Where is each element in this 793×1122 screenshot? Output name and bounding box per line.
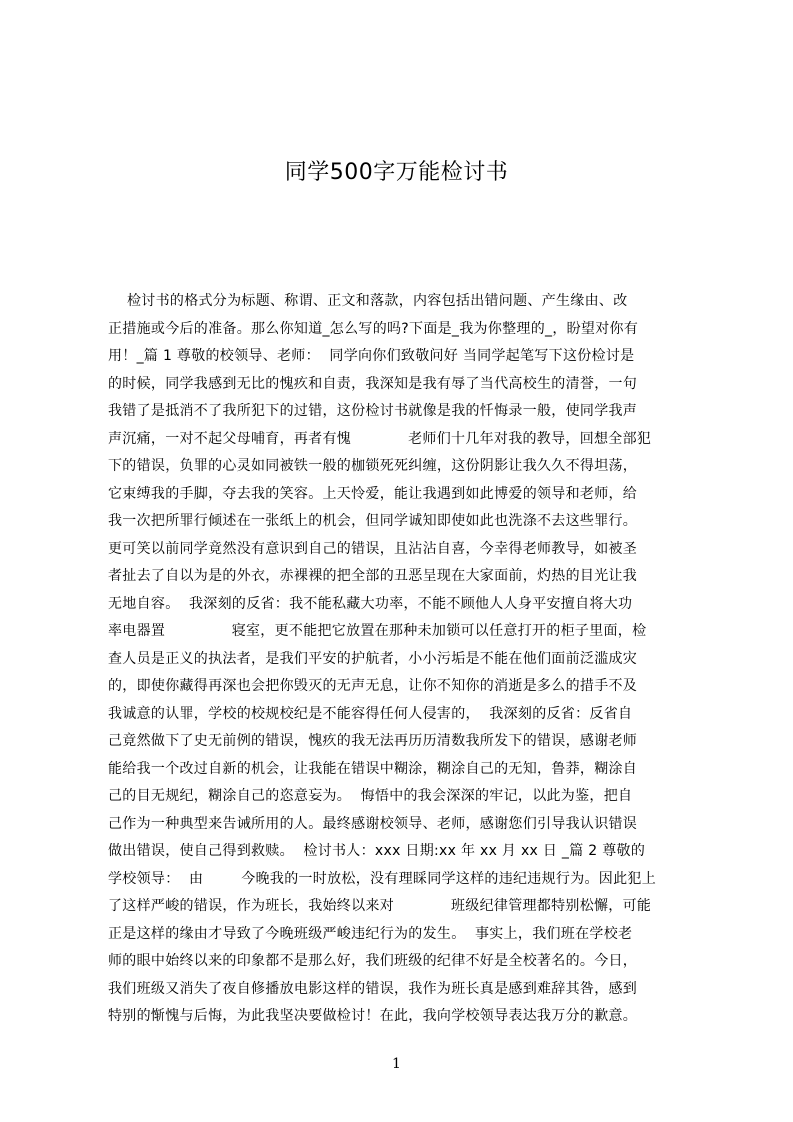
body-line: 我们班级又消失了夜自修播放电影这样的错误，我作为班长真是感到难辞其咎，感到 <box>108 980 638 997</box>
document-title: 同学500字万能检讨书 <box>284 159 509 185</box>
body-line: 了这样严峻的错误，作为班长，我始终以来对 班级纪律管理都特别松懈，可能 <box>108 898 652 914</box>
body-line: 下的错误，负罪的心灵如同被铁一般的枷锁死死纠缠，这份阴影让我久久不得坦荡， <box>108 458 638 474</box>
body-line: 学校领导： 由 今晚我的一时放松，没有理睬同学这样的违纪违规行为。因此犯上 <box>108 870 656 887</box>
body-line: 己的目无规纪，糊涂自己的恣意妄为。 悔悟中的我会深深的牢记，以此为鉴，把自 <box>108 788 633 804</box>
body-line: 声沉痛，一对不起父母哺育，再者有愧 老师们十几年对我的教导，回想全部犯 <box>108 430 652 447</box>
body-line: 的，即使你藏得再深也会把你毁灭的无声无息，让你不知你的消逝是多么的措手不及 <box>108 678 638 694</box>
body-line: 师的眼中始终以来的印象都不是那么好，我们班级的纪律不好是全校著名的。今日， <box>108 953 638 969</box>
body-line: 用！_篇 1 尊敬的校领导、老师： 同学向你们致敬问好 当同学起笔写下这份检讨是 <box>108 348 635 364</box>
body-line: 它束缚我的手脚，夺去我的笑容。上天怜爱，能让我遇到如此博爱的领导和老师，给 <box>108 485 638 502</box>
body-line: 己作为一种典型来告诫所用的人。最终感谢校领导、老师，感谢您们引导我认识错误 <box>108 815 638 832</box>
body-line: 的时候，同学我感到无比的愧疚和自责，我深知是我有辱了当代高校生的清誉，一句 <box>108 375 638 392</box>
body-line: 正是这样的缘由才导致了今晚班级严峻违纪行为的发生。 事实上，我们班在学校老 <box>108 925 633 942</box>
body-line: 无地自容。 我深刻的反省：我不能私藏大功率，不能不顾他人人身平安擅自将大功 <box>108 595 633 612</box>
body-line: 更可笑以前同学竟然没有意识到自己的错误，且沾沾自喜，今幸得老师教导，如被圣 <box>108 540 638 557</box>
body-line: 我错了是抵消不了我所犯下的过错，这份检讨书就像是我的忏悔录一般，使同学我声 <box>108 403 638 419</box>
body-line: 己竟然做下了史无前例的错误，愧疚的我无法再历历清数我所发下的错误，感谢老师 <box>108 733 638 749</box>
body-line: 特别的惭愧与后悔，为此我坚决要做检讨！在此，我向学校领导表达我万分的歉意。 <box>108 1008 638 1024</box>
body-line: 我一次把所罪行倾述在一张纸上的机会，但同学诚知即使如此也洗涤不去这些罪行。 <box>108 513 638 529</box>
body-line: 查人员是正义的执法者，是我们平安的护航者，小小污垢是不能在他们面前泛滥成灾 <box>108 650 638 667</box>
document-body <box>108 288 698 1031</box>
page-number: 1 <box>392 1056 401 1072</box>
body-line: 率电器置 寝室，更不能把它放置在那种未加锁可以任意打开的柜子里面，检 <box>108 623 647 639</box>
body-line: 正措施或今后的准备。那么你知道_怎么写的吗?下面是_我为你整理的_，盼望对你有 <box>108 320 639 337</box>
body-line: 我诚意的认罪，学校的校规校纪是不能容得任何人侵害的， 我深刻的反省：反省自 <box>108 705 633 722</box>
body-line: 检讨书的格式分为标题、称谓、正文和落款，内容包括出错问题、产生缘由、改 <box>108 293 628 309</box>
body-line: 能给我一个改过自新的机会，让我能在错误中糊涂，糊涂自己的无知，鲁莽，糊涂自 <box>108 760 638 777</box>
body-line: 者扯去了自以为是的外衣，赤裸裸的把全部的丑恶呈现在大家面前，灼热的目光让我 <box>108 568 638 584</box>
body-line: 做出错误，使自己得到救赎。 检讨书人：xxx 日期:xx 年 xx 月 xx 日 _篇 2 尊敬的 <box>108 843 646 859</box>
